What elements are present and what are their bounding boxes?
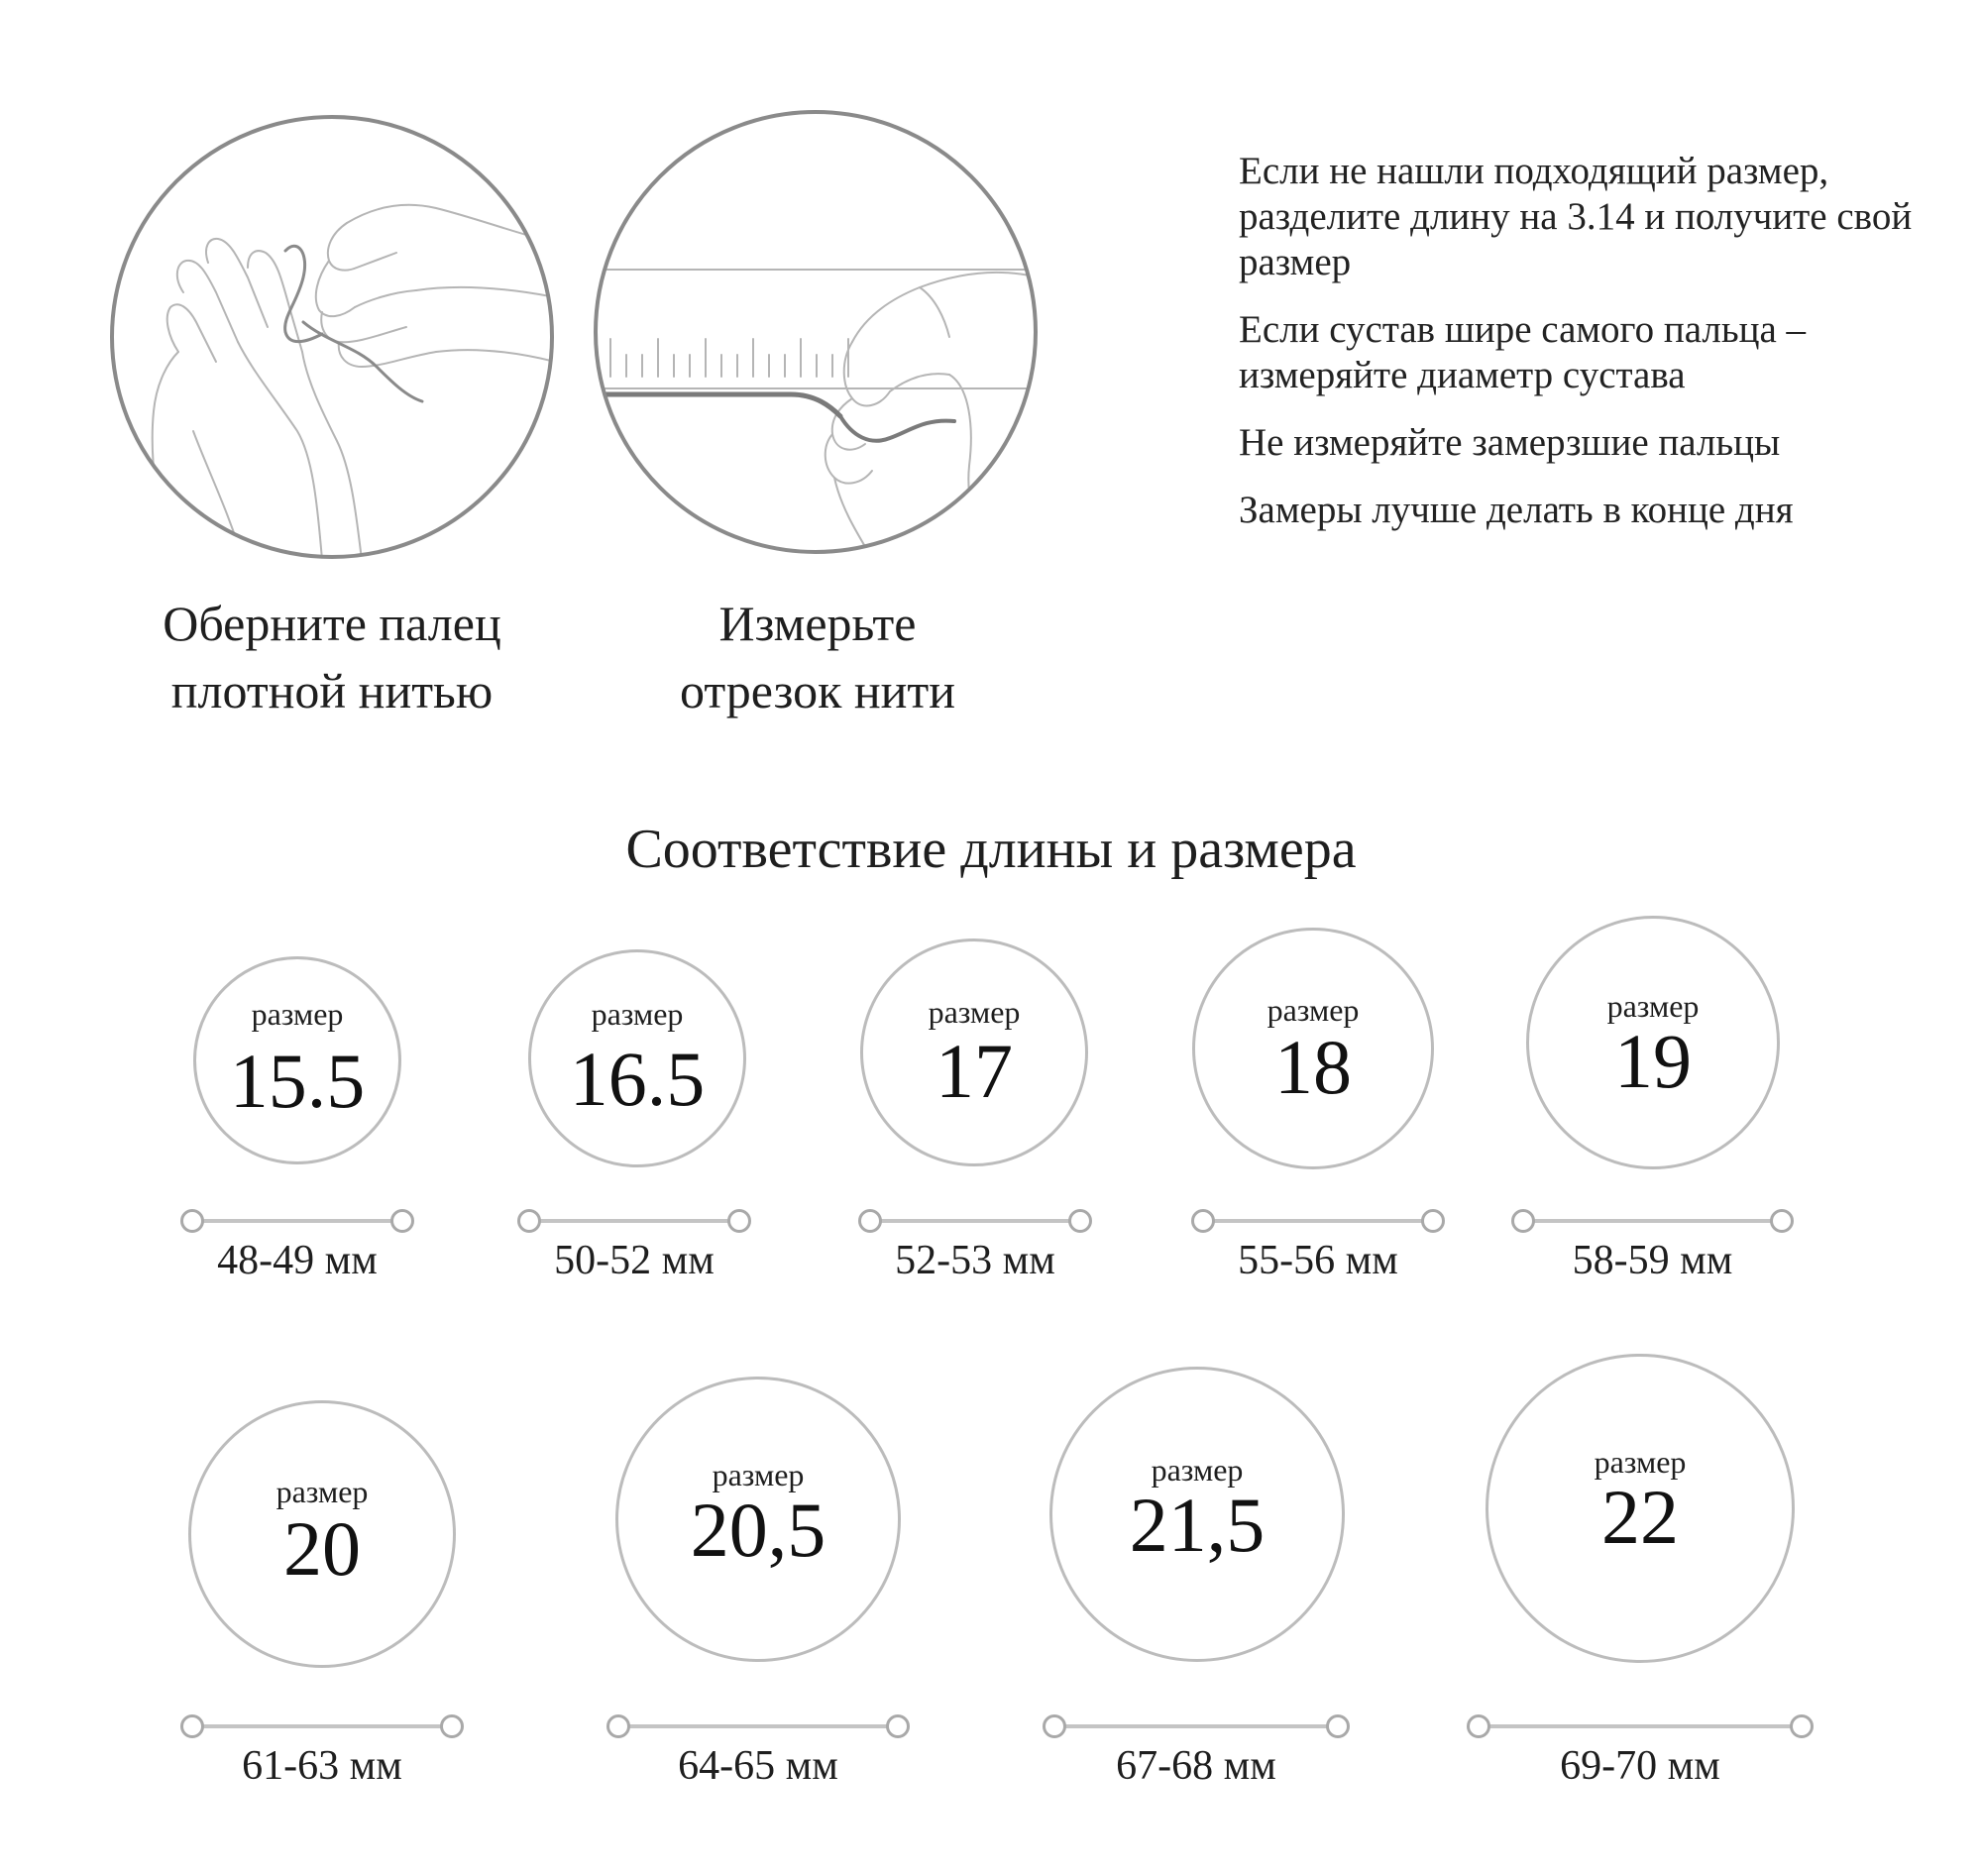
length-label: 64-65 мм bbox=[678, 1743, 838, 1789]
endpoint-dot bbox=[1467, 1714, 1490, 1738]
measure-bar bbox=[1203, 1219, 1433, 1223]
endpoint-dot bbox=[390, 1209, 414, 1233]
measure-bar bbox=[1479, 1724, 1802, 1728]
ring-size-value: 20 bbox=[283, 1505, 361, 1592]
size-circle bbox=[1486, 1354, 1795, 1663]
size-circle bbox=[188, 1400, 456, 1668]
step-2-caption bbox=[560, 590, 1075, 724]
ring-size-value: 18 bbox=[1274, 1024, 1352, 1110]
step-1-line-1: Оберните палец bbox=[163, 596, 501, 651]
endpoint-dot bbox=[858, 1209, 882, 1233]
measure-bar bbox=[1523, 1219, 1782, 1223]
size-word-label: размер bbox=[1594, 1444, 1687, 1480]
tip-item: Если сустав шире самого пальца – измеряйте диаметр сустава bbox=[1239, 308, 1807, 396]
size-word-label: размер bbox=[251, 996, 344, 1032]
size-word-label: размер bbox=[928, 994, 1021, 1030]
measure-bar bbox=[618, 1724, 898, 1728]
ring-size-value: 16.5 bbox=[569, 1036, 706, 1122]
length-label: 67-68 мм bbox=[1116, 1743, 1276, 1789]
length-measure-line bbox=[1511, 1209, 1794, 1233]
endpoint-dot bbox=[440, 1714, 464, 1738]
size-circle bbox=[615, 1377, 901, 1662]
ring-size-value: 17 bbox=[936, 1028, 1013, 1114]
length-measure-line bbox=[1467, 1714, 1814, 1738]
length-label: 61-63 мм bbox=[242, 1743, 402, 1789]
ring-size-value: 22 bbox=[1601, 1474, 1679, 1560]
step-2-line-1: Измерьте bbox=[718, 596, 917, 651]
endpoint-dot bbox=[606, 1714, 630, 1738]
endpoint-dot bbox=[180, 1209, 204, 1233]
length-label: 50-52 мм bbox=[554, 1238, 715, 1283]
measure-bar bbox=[192, 1219, 402, 1223]
size-word-label: размер bbox=[1266, 992, 1360, 1028]
endpoint-dot bbox=[180, 1714, 204, 1738]
endpoint-dot bbox=[1191, 1209, 1215, 1233]
length-label: 48-49 мм bbox=[217, 1238, 378, 1283]
length-measure-line bbox=[1191, 1209, 1445, 1233]
tips-list bbox=[1239, 149, 1932, 555]
measure-bar bbox=[529, 1219, 739, 1223]
tip-item: Если не нашли подходящий размер, разделите длину на 3.14 и получите свой размер bbox=[1239, 150, 1913, 283]
ring-size-value: 19 bbox=[1614, 1018, 1692, 1104]
length-measure-line bbox=[180, 1209, 414, 1233]
length-measure-line bbox=[180, 1714, 464, 1738]
endpoint-dot bbox=[1326, 1714, 1350, 1738]
tip-item: Не измеряйте замерзшие пальцы bbox=[1239, 421, 1781, 464]
endpoint-dot bbox=[1068, 1209, 1092, 1233]
measure-bar bbox=[870, 1219, 1080, 1223]
endpoint-dot bbox=[886, 1714, 910, 1738]
ring-size-value: 20,5 bbox=[690, 1487, 826, 1573]
size-word-label: размер bbox=[712, 1457, 805, 1492]
size-circle bbox=[528, 949, 746, 1167]
step-2-line-2: отрезок нити bbox=[680, 663, 955, 718]
size-circle bbox=[193, 956, 401, 1164]
size-word-label: размер bbox=[1151, 1452, 1244, 1488]
size-circle bbox=[860, 938, 1088, 1166]
size-word-label: размер bbox=[275, 1474, 369, 1509]
step-1-line-2: плотной нитью bbox=[170, 663, 494, 718]
ring-size-value: 15.5 bbox=[229, 1038, 366, 1124]
endpoint-dot bbox=[517, 1209, 541, 1233]
endpoint-dot bbox=[1511, 1209, 1535, 1233]
step-1-caption bbox=[74, 590, 590, 724]
size-word-label: размер bbox=[591, 996, 684, 1032]
size-word-label: размер bbox=[1606, 988, 1700, 1024]
ring-size-value: 21,5 bbox=[1129, 1482, 1266, 1568]
length-measure-line bbox=[1043, 1714, 1350, 1738]
size-circle bbox=[1526, 916, 1780, 1169]
measure-bar bbox=[1054, 1724, 1338, 1728]
length-measure-line bbox=[858, 1209, 1092, 1233]
tip-item: Замеры лучше делать в конце дня bbox=[1239, 489, 1794, 531]
chart-title: Соответствие длины и размера bbox=[625, 819, 1357, 880]
size-circle bbox=[1049, 1367, 1345, 1662]
length-measure-line bbox=[606, 1714, 910, 1738]
measure-bar bbox=[192, 1724, 452, 1728]
length-measure-line bbox=[517, 1209, 751, 1233]
size-circle bbox=[1192, 928, 1434, 1169]
endpoint-dot bbox=[727, 1209, 751, 1233]
ruler-measuring-thread-icon bbox=[593, 109, 1039, 555]
length-label: 69-70 мм bbox=[1560, 1743, 1720, 1789]
length-label: 55-56 мм bbox=[1238, 1238, 1398, 1283]
length-label: 52-53 мм bbox=[895, 1238, 1055, 1283]
endpoint-dot bbox=[1770, 1209, 1794, 1233]
endpoint-dot bbox=[1043, 1714, 1066, 1738]
hand-wrapping-thread-icon bbox=[109, 114, 555, 560]
endpoint-dot bbox=[1421, 1209, 1445, 1233]
endpoint-dot bbox=[1790, 1714, 1814, 1738]
length-label: 58-59 мм bbox=[1572, 1238, 1733, 1283]
